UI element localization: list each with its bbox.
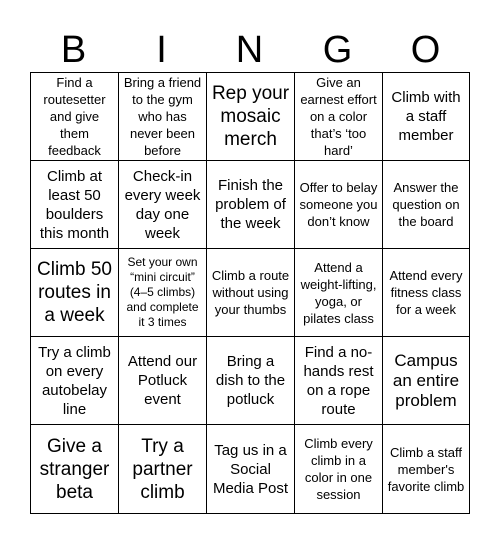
cell-text: Tag us in a Social Media Post xyxy=(212,441,289,497)
header-letter-n: N xyxy=(235,29,265,71)
cell-text: Bring a dish to the potluck xyxy=(215,353,286,408)
bingo-cell[interactable] xyxy=(207,161,295,249)
bingo-cell[interactable] xyxy=(207,73,295,161)
cell-text: Give an earnest effort on a color that’s ‘too hard’ xyxy=(300,75,377,158)
bingo-cell[interactable] xyxy=(383,337,469,425)
cell-text: Answer the question on the board xyxy=(392,180,460,229)
cell-text: Finish the problem of the week xyxy=(215,177,286,232)
cell-text: Climb every climb in a color in one session xyxy=(304,436,373,502)
bingo-cell[interactable] xyxy=(119,249,207,337)
cell-text: Climb 50 routes in a week xyxy=(37,259,112,326)
bingo-cell[interactable] xyxy=(119,425,207,513)
cell-text: Offer to belay someone you don’t know xyxy=(299,180,378,229)
bingo-cell[interactable] xyxy=(295,73,383,161)
bingo-cell[interactable] xyxy=(207,425,295,513)
cell-text: Climb a route without using your thumbs xyxy=(211,268,290,317)
bingo-cell[interactable] xyxy=(295,337,383,425)
bingo-cell[interactable] xyxy=(31,249,119,337)
bingo-cell[interactable] xyxy=(383,249,469,337)
bingo-cell[interactable] xyxy=(295,425,383,513)
cell-text: Try a partner climb xyxy=(132,435,193,503)
bingo-card-grid xyxy=(30,72,470,514)
bingo-cell[interactable] xyxy=(119,161,207,249)
cell-text: Climb a staff member's favorite climb xyxy=(387,444,465,494)
bingo-cell[interactable] xyxy=(31,337,119,425)
cell-text: Climb with a staff member xyxy=(391,89,461,144)
cell-text: Attend our Potluck event xyxy=(127,353,198,408)
bingo-cell[interactable] xyxy=(207,249,295,337)
bingo-header xyxy=(30,28,470,72)
bingo-cell[interactable] xyxy=(295,161,383,249)
header-letter-g: G xyxy=(322,29,354,71)
cell-text: Find a no-hands rest on a rope route xyxy=(303,343,374,418)
bingo-cell[interactable] xyxy=(383,161,469,249)
bingo-cell[interactable] xyxy=(207,337,295,425)
bingo-cell[interactable] xyxy=(31,73,119,161)
cell-text: Check-in every week day one week xyxy=(124,167,201,242)
bingo-cell[interactable] xyxy=(383,73,469,161)
cell-text: Bring a friend to the gym who has never been before xyxy=(123,75,202,158)
bingo-cell[interactable] xyxy=(119,73,207,161)
bingo-cell[interactable] xyxy=(31,161,119,249)
cell-text: Set your own “mini circuit” (4–5 climbs) and complete it 3 times xyxy=(126,255,199,329)
bingo-cell[interactable] xyxy=(295,249,383,337)
cell-text: Rep your mosaic merch xyxy=(211,83,290,150)
header-letter-i: I xyxy=(156,29,168,71)
cell-text: Campus an entire problem xyxy=(392,350,460,410)
bingo-cell[interactable] xyxy=(31,425,119,513)
cell-text: Find a routesetter and give them feedback xyxy=(43,75,106,158)
cell-text: Climb at least 50 boulders this month xyxy=(39,167,110,242)
bingo-cell[interactable] xyxy=(119,337,207,425)
bingo-cell[interactable] xyxy=(383,425,469,513)
header-letter-o: O xyxy=(410,29,442,71)
cell-text: Attend every fitness class for a week xyxy=(389,268,463,317)
header-letter-b: B xyxy=(60,29,88,71)
cell-text: Attend a weight-lifting, yoga, or pilates class xyxy=(300,259,377,326)
cell-text: Give a stranger beta xyxy=(39,435,110,503)
cell-text: Try a climb on every autobelay line xyxy=(38,343,111,418)
